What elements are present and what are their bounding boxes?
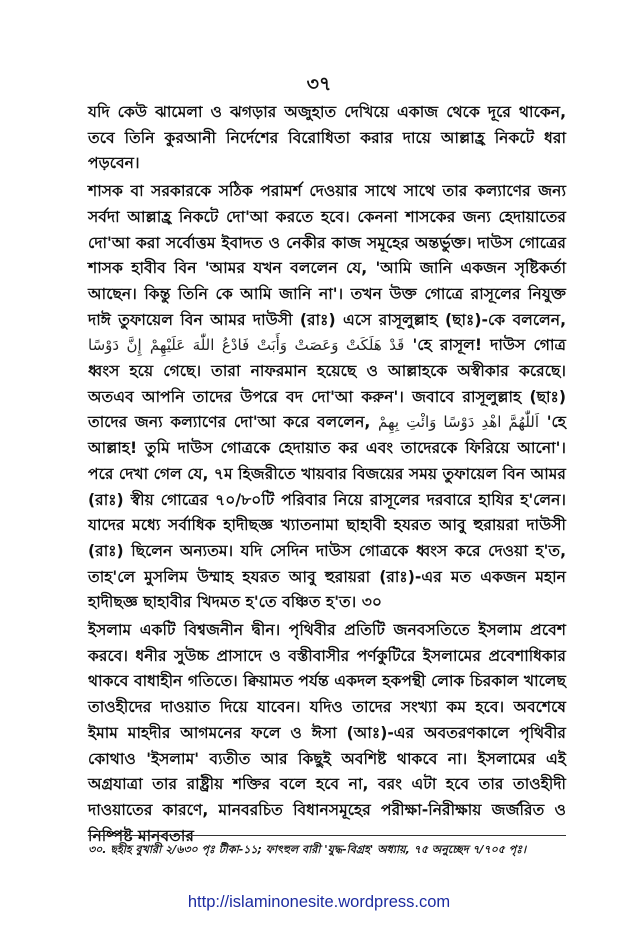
paragraph-1: যদি কেউ ঝামেলা ও ঝগড়ার অজুহাত দেখিয়ে একাজ থেকে দূরে থাকেন, তবে তিনি কুরআনী নির্দেশের বিরোধিতা করার দায়ে আল্লাহ্র নিকটে ধরা পড়বেন।: [88, 103, 566, 173]
paragraph-2-text: শাসক বা সরকারকে সঠিক পরামর্শ দেওয়ার সাথে সাথে তার কল্যাণের জন্য সর্বদা আল্লাহ্র নিকটে দো'আ করতে হবে। কেননা শাসকের জন্য হেদায়াতের দো'আ করা সর্বোত্তম ইবাদত ও নেকীর কাজ সমূহের অন্তর্ভুক্ত। দাউস গোত্রের শাসক হাবীব বিন 'আমর যখন বললেন যে, 'আমি জানি একজন সৃষ্টিকর্তা আছেন। কিন্তু তিনি কে আমি জানি না'। তখন উক্ত গোত্রে রাসূলের নিযুক্ত দাঈ তুফায়েল বিন আমর দাউসী (রাঃ) এসে রাসূলুল্লাহ (ছাঃ)-কে বললেন,: [88, 182, 566, 329]
paragraph-3: ইসলাম একটি বিশ্বজনীন দ্বীন। পৃথিবীর প্রতিটি জনবসতিতে ইসলাম প্রবেশ করবে। ধনীর সুউচ্চ প্রাসাদে ও বস্তীবাসীর পর্ণকুটিরে ইসলামের প্রবেশাধিকার থাকবে বাধাহীন গতিতে। ক্বিয়ামত পর্যন্ত একদল হকপন্থী লোক চিরকাল খালেছ তাওহীদের দাওয়াত দিয়ে যাবেন। যদিও তাদের সংখ্যা কম হবে। অবশেষে ইমাম মাহদীর আগমনের ফলে ও ঈসা (আঃ)-এর অবতরণকালে পৃথিবীর কোথাও 'ইসলাম' ব্যতীত আর কিছুই অবশিষ্ট থাকবে না। ইসলামের এই অগ্রযাত্রা তার রাষ্ট্রীয় শক্তির বলে হবে না, বরং এটা হবে তার তাওহীদী দাওয়াতের কারণে, মানবরচিত বিধানসমূহের পরীক্ষা-নিরীক্ষায় জর্জরিত ও নিষ্পিষ্ট মানবতার: [88, 621, 566, 845]
footnote: ৩০. ছহীহ বুখারী ২/৬৩০ পৃঃ টীকা-১১; ফাৎহুল বারী 'যুদ্ধ-বিগ্রহ' অধ্যায়, ৭৫ অনুচ্ছেদ ৭/৭০৫ পৃঃ।: [88, 843, 527, 856]
footnote-divider: [88, 835, 566, 836]
arabic-quote-1: إِنَّ دَوْسًا: [88, 336, 142, 355]
page-number: ৩৭: [306, 73, 332, 95]
paragraph-2-continued: 'হে রাসূল! দাউস গোত্র ধ্বংস হয়ে গেছে। তারা নাফরমান হয়েছে ও আল্লাহকে অস্বীকার করেছে। অতএব আপনি তাদের উপরে বদ দো'আ করুন'। জবাবে রাসূলুল্লাহ (ছাঃ) তাদের জন্য কল্যাণের দো'আ করে বললেন,: [88, 336, 566, 432]
paragraph-2: [88, 179, 566, 616]
arabic-quote-2: قَدْ هَلَكَتْ وَعَصَتْ وَأَبَتْ فَادْعُ اللّٰهَ عَلَيْهِمْ: [149, 336, 405, 355]
source-url-link[interactable]: http://islaminonesite.wordpress.com: [187, 893, 451, 911]
footnote-reference: ৩০: [361, 593, 382, 612]
arabic-quote-3: اَللّٰهُمَّ اهْدِ دَوْسًا وَائْتِ بِهِمْ: [378, 413, 540, 432]
paragraph-2-end: 'হে আল্লাহ! তুমি দাউস গোত্রকে হেদায়াত কর এবং তাদেরকে ফিরিয়ে আনো'। পরে দেখা গেল যে, ৭ম হিজরীতে খায়বার বিজয়ের সময় তুফায়েল বিন আমর (রাঃ) স্বীয় গোত্রের ৭০/৮০টি পরিবার নিয়ে রাসূলের দরবারে হাযির হ'লেন। যাদের মধ্যে সর্বাধিক হাদীছজ্ঞ খ্যাতনামা ছাহাবী হযরত আবু হুরায়রা দাউসী (রাঃ) ছিলেন অন্যতম। যদি সেদিন দাউস গোত্রকে ধ্বংস করে দেওয়া হ'ত, তাহ'লে মুসলিম উম্মাহ হযরত আবু হুরায়রা (রাঃ)-এর মত একজন মহান হাদীছজ্ঞ ছাহাবীর খিদমত হ'তে বঞ্চিত হ'ত।: [88, 413, 566, 612]
page-body: [88, 100, 566, 851]
